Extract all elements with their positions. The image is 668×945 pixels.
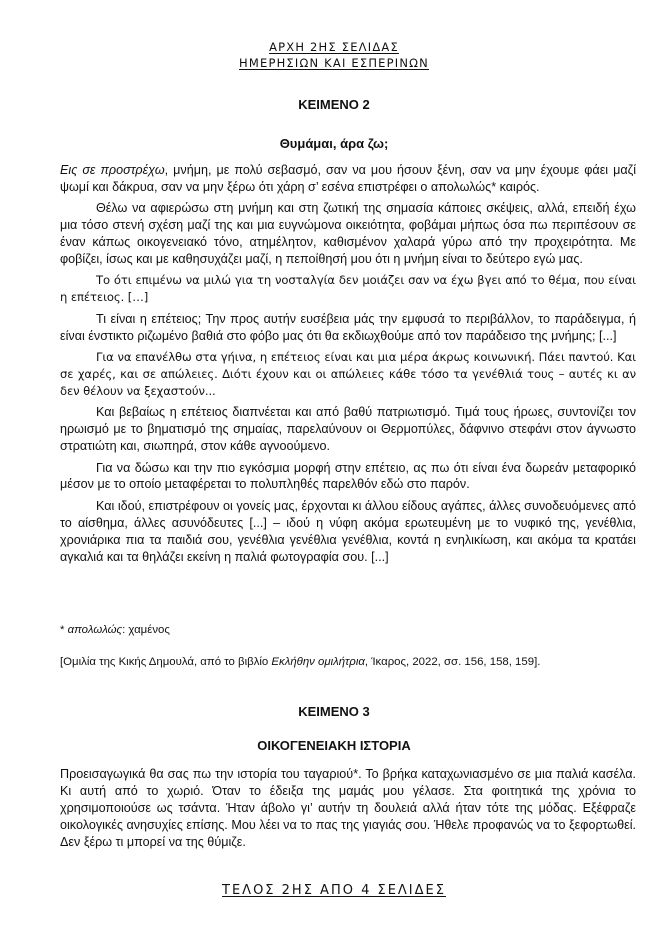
text3-body [60, 766, 636, 855]
footnote-mark: * [60, 624, 68, 636]
footnote [60, 624, 650, 636]
text2-label: ΚΕΙΜΕΝΟ 2 [298, 97, 370, 112]
header-line-1: ΑΡΧΗ 2ΗΣ ΣΕΛΙΔΑΣ [269, 40, 399, 54]
text3-label: ΚΕΙΜΕΝΟ 3 [298, 704, 370, 719]
text2-p1-rest: , μνήμη, με πολύ σεβασμό, σαν να μου ήσουν ξένη, σαν να μην έχουμε φάει μαζί ψωμί και δάκρυα, σαν να μην ξέρω ότι χάρη σ’ εσένα επιστρέφει ο απολωλώς* καιρός. [60, 163, 636, 194]
text2-p1-italic: Εις σε προστρέχω [60, 163, 165, 177]
text3-paragraph-1: Προεισαγωγικά θα σας πω την ιστορία του ταγαριού*. Το βρήκα καταχωνιασμένο σε μια παλιά κασέλα. Κι αυτή από το χωριό. Όταν το έδειξα της μαμάς μου γέλασε. Στα φοιτητικά της χρόνια το χρησιμοποιούσε ως τσάντα. Ήταν άβολο γι’ αυτήν τη δουλειά αλλά ήταν τότε της μόδας. Εξέφραζε οικολογικές ανησυχίες επίσης. Μου λέει να το πας της γιαγιάς σου. Ήθελε προφανώς να το ξεφορτωθεί. Δεν ξέρω τι μπορεί να της θύμιζε. [60, 767, 636, 849]
citation-suffix: , Ίκαρος, 2022, σσ. 156, 158, 159]. [364, 656, 541, 668]
text2-paragraph-6: Και βεβαίως η επέτειος διαπνέεται και από βαθύ πατριωτισμό. Τιμά τους ήρωες, συντονίζει τον ηρωισμό με το βηματισμό της σημαίας, παρελαύνουν οι Θερμοπύλες, δάφνινο στεφάνι στον άγνωστο στρατιώτη και, σιωπηρά, στον κάθε αγνοούμενο. [60, 405, 636, 454]
text2-paragraph-3: Το ότι επιμένω να μιλώ για τη νοσταλγία δεν μοιάζει σαν να έχω βγει από το θέμα, που είναι η επέτειος. […] [60, 273, 636, 305]
citation-prefix: [Ομιλία της Κικής Δημουλά, από το βιβλίο [60, 656, 272, 668]
page-header-exam-type [0, 56, 668, 70]
text2-paragraph-1 [60, 162, 636, 196]
footnote-term: απολωλώς [67, 624, 123, 636]
text2-paragraph-7: Για να δώσω και την πιο εγκόσμια μορφή στην επέτειο, ας πω ότι είναι ένα δωρεάν μεταφορικό μέσον με το οποίο μεταφέρεται το πολυπληθές παρελθόν εδώ στο παρόν. [60, 460, 636, 492]
footnote-definition: : χαμένος [122, 624, 170, 636]
page-header-start [0, 40, 668, 54]
text2-paragraph-4: Τι είναι η επέτειος; Την προς αυτήν ευσέβεια μάς την εμφυσά το περιβάλλον, το παράδειγμα, ή είναι ένστικτο ριζωμένο βαθιά στο φόβο μας ότι θα εκδιωχθούμε από τον παράδεισο της μνήμης; [...] [60, 311, 636, 343]
citation-book-title: Εκλήθην ομιλήτρια [271, 656, 365, 668]
footer-text: ΤΕΛΟΣ 2ΗΣ ΑΠΟ 4 ΣΕΛΙΔΕΣ [222, 883, 446, 898]
page-footer [0, 883, 668, 898]
text3-title: ΟΙΚΟΓΕΝΕΙΑΚΗ ΙΣΤΟΡΙΑ [257, 738, 411, 753]
text2-paragraph-2: Θέλω να αφιερώσω στη μνήμη και στη ζωτική της σημασία κάποιες σκέψεις, αλλά, επειδή έχω μια τόσο στενή σχέση μαζί της και μια ευγνώμονα οικειότητα, φοβάμαι μήπως όσα πω περιπέσουν σε έναν κάπως οικογενειακό τόνο, ατημέλητον, καθισμένον χαλαρά γύρω από την προχειρότητα. Με φοβίζει, ίσως και με καθησυχάζει μαζί, η πεποίθησή μου ότι η μνήμη είναι το δεύτερο εγώ μας. [60, 201, 636, 267]
text2-title: Θυμάμαι, άρα ζω; [279, 136, 389, 151]
source-citation [60, 656, 650, 668]
text2-paragraph-5: Για να επανέλθω στα γήινα, η επέτειος είναι και μια μέρα άκρως κοινωνική. Πάει παντού. Και σε χαρές, και σε απώλειες. Διότι έχουν και οι απώλειες κάθε τόσο τα γενέθλιά τους – αυτές κι αν δεν θέλουν να ξεχαστούν... [60, 350, 636, 398]
header-line-2: ΗΜΕΡΗΣΙΩΝ ΚΑΙ ΕΣΠΕΡΙΝΩΝ [239, 56, 429, 70]
text2-paragraph-8: Και ιδού, επιστρέφουν οι γονείς μας, έρχονται κι άλλου είδους αγάπες, άλλες συνοδευόμενες από το αίσθημα, άλλες ασυνόδευτες [...] – ιδού η νύφη ακόμα ερωτευμένη με το νυφικό της, γενέθλια, χρονιάρικα πια τα παιδιά σου, γενέθλια γενέθλια γενέθλια, κοντά η ενηλικίωση, και ακόμα τα κρατάει αγκαλιά και τα θηλάζει εκείνη η παλιά φωτογραφία σου. [...] [60, 498, 636, 564]
text2-body [60, 162, 636, 570]
